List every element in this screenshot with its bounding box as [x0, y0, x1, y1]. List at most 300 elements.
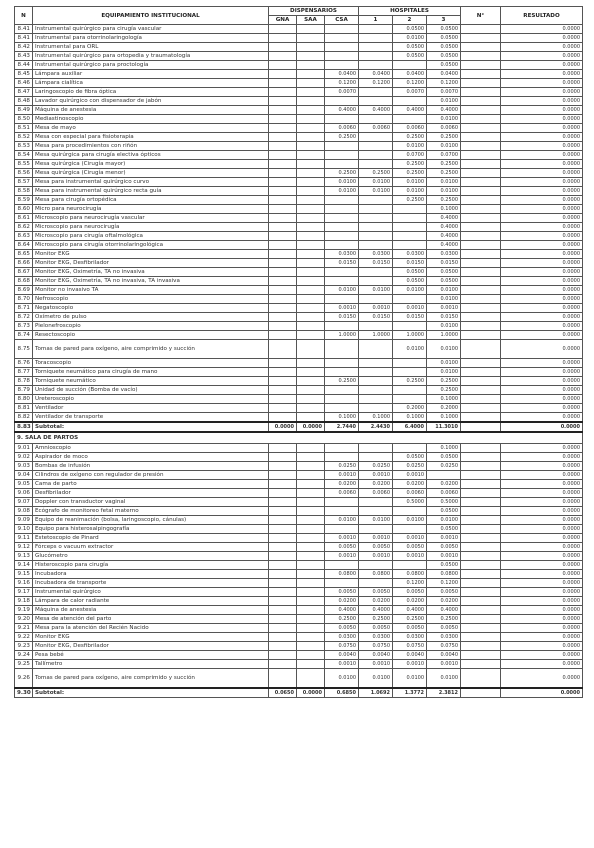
item-value-h3: 0.0070 — [427, 88, 461, 97]
dispensarios-group-header: DISPENSARIOS — [269, 7, 359, 16]
item-result: 0.0000 — [501, 498, 583, 507]
item-value-h1 — [359, 133, 393, 142]
item-value-g — [269, 462, 297, 471]
table-row — [15, 525, 583, 534]
item-n — [461, 313, 501, 322]
item-value-s — [297, 395, 325, 404]
item-result: 0.0000 — [501, 534, 583, 543]
item-result: 0.0000 — [501, 588, 583, 597]
item-value-h2: 0.4000 — [393, 106, 427, 115]
item-n — [461, 169, 501, 178]
table-row — [15, 70, 583, 79]
item-value-c — [325, 196, 359, 205]
item-n — [461, 97, 501, 106]
item-value-g — [269, 359, 297, 368]
item-value-h1: 0.0010 — [359, 534, 393, 543]
item-result: 0.0000 — [501, 570, 583, 579]
item-value-c — [325, 295, 359, 304]
item-value-s: 0.0000 — [297, 688, 325, 698]
item-n — [461, 142, 501, 151]
item-value-g — [269, 160, 297, 169]
item-name: Mesa quirúrgica para cirugía electiva ópticos — [33, 151, 269, 160]
item-value-h3: 0.0100 — [427, 295, 461, 304]
item-result: 0.0000 — [501, 124, 583, 133]
item-n — [461, 286, 501, 295]
item-value-s — [297, 79, 325, 88]
item-name: Equipo de reanimación (bolsa, laringoscopio, cánulas) — [33, 516, 269, 525]
item-value-s — [297, 52, 325, 61]
item-value-h3: 0.0500 — [427, 25, 461, 34]
item-value-g — [269, 232, 297, 241]
item-value-s — [297, 160, 325, 169]
item-value-c: 0.0150 — [325, 313, 359, 322]
item-value-g — [269, 223, 297, 232]
item-value-h1: 0.0010 — [359, 304, 393, 313]
item-value-h1 — [359, 453, 393, 462]
item-result: 0.0000 — [501, 660, 583, 669]
item-name: Subtotal: — [33, 422, 269, 432]
item-value-h2: 0.2500 — [393, 133, 427, 142]
item-value-c — [325, 453, 359, 462]
item-value-g — [269, 304, 297, 313]
table-row — [15, 160, 583, 169]
item-value-h3: 0.4000 — [427, 214, 461, 223]
item-value-s — [297, 377, 325, 386]
item-code: 8.70 — [15, 295, 33, 304]
item-name: Máquina de anestesia — [33, 606, 269, 615]
table-row — [15, 223, 583, 232]
item-name: Pielonefroscopio — [33, 322, 269, 331]
item-value-g — [269, 444, 297, 453]
item-result: 0.0000 — [501, 241, 583, 250]
item-name: Instrumental para otorrinolaringología — [33, 34, 269, 43]
item-value-h1: 0.0060 — [359, 489, 393, 498]
item-code: 8.42 — [15, 43, 33, 52]
item-value-s — [297, 570, 325, 579]
item-value-h3: 0.2500 — [427, 133, 461, 142]
item-code: 9.23 — [15, 642, 33, 651]
item-n — [461, 642, 501, 651]
item-value-s — [297, 462, 325, 471]
item-value-c: 0.6850 — [325, 688, 359, 698]
item-value-h2: 0.0250 — [393, 462, 427, 471]
item-value-c: 0.0060 — [325, 489, 359, 498]
item-code: 8.56 — [15, 169, 33, 178]
item-value-g — [269, 669, 297, 689]
item-value-s — [297, 241, 325, 250]
table-row — [15, 386, 583, 395]
item-value-h1: 0.0150 — [359, 259, 393, 268]
item-value-g — [269, 313, 297, 322]
item-value-h3: 0.0100 — [427, 516, 461, 525]
item-code: 8.51 — [15, 124, 33, 133]
item-n — [461, 516, 501, 525]
table-row — [15, 570, 583, 579]
item-name: Ecógrafo de monitoreo fetal materno — [33, 507, 269, 516]
table-row — [15, 516, 583, 525]
item-code: 9.12 — [15, 543, 33, 552]
item-value-h3: 0.1200 — [427, 579, 461, 588]
item-value-h3: 0.0250 — [427, 462, 461, 471]
item-name: Aspirador de moco — [33, 453, 269, 462]
item-value-h2 — [393, 395, 427, 404]
item-value-h3: 0.0400 — [427, 70, 461, 79]
item-value-h3: 0.0500 — [427, 268, 461, 277]
item-code: 8.54 — [15, 151, 33, 160]
item-value-h1 — [359, 368, 393, 377]
table-row — [15, 268, 583, 277]
item-value-h3: 0.2500 — [427, 386, 461, 395]
item-name: Monitor EKG — [33, 633, 269, 642]
item-code: 8.46 — [15, 79, 33, 88]
item-value-h3: 0.4000 — [427, 223, 461, 232]
item-value-h3: 0.0100 — [427, 359, 461, 368]
item-name: Estetoscopio de Pinard — [33, 534, 269, 543]
item-n — [461, 79, 501, 88]
item-value-c: 0.0300 — [325, 633, 359, 642]
item-code: 8.72 — [15, 313, 33, 322]
col-saa-header: SAA — [297, 16, 325, 25]
item-value-h2: 0.2500 — [393, 160, 427, 169]
item-value-c: 0.0750 — [325, 642, 359, 651]
item-value-h3: 0.0500 — [427, 277, 461, 286]
item-n — [461, 471, 501, 480]
item-result: 0.0000 — [501, 43, 583, 52]
item-value-c: 0.0300 — [325, 250, 359, 259]
item-value-s — [297, 70, 325, 79]
item-value-h2: 0.0500 — [393, 277, 427, 286]
item-value-h2: 0.0010 — [393, 534, 427, 543]
item-value-g — [269, 52, 297, 61]
item-value-s — [297, 106, 325, 115]
item-value-h2 — [393, 561, 427, 570]
item-value-s — [297, 453, 325, 462]
item-name: Incubadora — [33, 570, 269, 579]
item-n — [461, 498, 501, 507]
item-value-c — [325, 151, 359, 160]
item-value-g — [269, 250, 297, 259]
item-value-c — [325, 43, 359, 52]
item-n — [461, 359, 501, 368]
item-value-h3: 0.2500 — [427, 169, 461, 178]
item-value-h1 — [359, 97, 393, 106]
item-n — [461, 597, 501, 606]
item-value-s — [297, 340, 325, 359]
item-value-g — [269, 624, 297, 633]
item-value-s — [297, 286, 325, 295]
item-code: 8.45 — [15, 70, 33, 79]
item-value-h1 — [359, 52, 393, 61]
table-row — [15, 331, 583, 340]
item-value-s — [297, 413, 325, 423]
item-value-s — [297, 552, 325, 561]
item-value-s: 0.0000 — [297, 422, 325, 432]
item-code: 8.65 — [15, 250, 33, 259]
item-value-s — [297, 615, 325, 624]
item-code: 8.80 — [15, 395, 33, 404]
item-name: Incubadora de transporte — [33, 579, 269, 588]
item-code: 8.49 — [15, 106, 33, 115]
item-value-h1: 1.0692 — [359, 688, 393, 698]
item-n — [461, 404, 501, 413]
item-value-h2: 0.1200 — [393, 79, 427, 88]
item-value-c — [325, 498, 359, 507]
table-row — [15, 295, 583, 304]
item-code: 8.58 — [15, 187, 33, 196]
item-value-h1: 0.0150 — [359, 313, 393, 322]
item-value-c: 0.1200 — [325, 79, 359, 88]
item-value-s — [297, 359, 325, 368]
item-n — [461, 160, 501, 169]
table-row — [15, 322, 583, 331]
item-value-s — [297, 669, 325, 689]
item-value-s — [297, 489, 325, 498]
item-result: 0.0000 — [501, 480, 583, 489]
item-name: Histeroscopio para cirugía — [33, 561, 269, 570]
item-value-g — [269, 498, 297, 507]
item-value-s — [297, 543, 325, 552]
item-name: Ventilador — [33, 404, 269, 413]
item-value-s — [297, 304, 325, 313]
item-value-g — [269, 570, 297, 579]
item-result: 0.0000 — [501, 88, 583, 97]
item-code: 8.81 — [15, 404, 33, 413]
item-value-h3: 0.0300 — [427, 250, 461, 259]
table-row — [15, 142, 583, 151]
item-value-c: 0.0010 — [325, 552, 359, 561]
item-value-h2 — [393, 525, 427, 534]
table-row — [15, 462, 583, 471]
item-value-h2: 0.0010 — [393, 471, 427, 480]
item-n — [461, 331, 501, 340]
item-name: Instrumental quirúrgico — [33, 588, 269, 597]
table-row — [15, 624, 583, 633]
item-value-g — [269, 241, 297, 250]
item-value-c: 0.0100 — [325, 286, 359, 295]
item-n — [461, 241, 501, 250]
item-value-h2 — [393, 61, 427, 70]
item-name: Pesa bebé — [33, 651, 269, 660]
item-value-c — [325, 142, 359, 151]
item-result: 0.0000 — [501, 268, 583, 277]
item-value-h3: 0.0060 — [427, 124, 461, 133]
item-value-s — [297, 43, 325, 52]
item-result: 0.0000 — [501, 223, 583, 232]
item-value-c: 0.2500 — [325, 169, 359, 178]
item-result: 0.0000 — [501, 322, 583, 331]
item-n — [461, 561, 501, 570]
item-name: Monitor EKG, Oximetría, TA no invasiva, TA invasiva — [33, 277, 269, 286]
item-value-g — [269, 169, 297, 178]
item-value-h1: 0.0800 — [359, 570, 393, 579]
item-value-g — [269, 368, 297, 377]
item-n — [461, 413, 501, 423]
item-name: Monitor EKG — [33, 250, 269, 259]
item-n — [461, 606, 501, 615]
item-value-h1 — [359, 232, 393, 241]
item-value-h3: 0.0050 — [427, 543, 461, 552]
item-value-g — [269, 404, 297, 413]
item-n — [461, 232, 501, 241]
item-name: Doppler con transductor vaginal — [33, 498, 269, 507]
item-value-h3: 0.0100 — [427, 340, 461, 359]
item-n — [461, 395, 501, 404]
item-value-h3: 0.0150 — [427, 259, 461, 268]
table-row — [15, 507, 583, 516]
item-value-h1 — [359, 214, 393, 223]
item-value-h2 — [393, 214, 427, 223]
item-value-c — [325, 232, 359, 241]
item-code: 9.21 — [15, 624, 33, 633]
item-result: 0.0000 — [501, 471, 583, 480]
item-n — [461, 61, 501, 70]
table-row — [15, 543, 583, 552]
item-value-h1 — [359, 395, 393, 404]
item-result: 0.0000 — [501, 516, 583, 525]
item-value-h1: 0.0010 — [359, 660, 393, 669]
item-value-g — [269, 489, 297, 498]
item-value-g: 0.0000 — [269, 422, 297, 432]
item-result: 0.0000 — [501, 214, 583, 223]
item-value-g: 0.0650 — [269, 688, 297, 698]
item-value-h3: 0.0100 — [427, 178, 461, 187]
item-value-h2 — [393, 507, 427, 516]
item-n — [461, 444, 501, 453]
item-name: Instrumental quirúrgico para ortopedia y traumatología — [33, 52, 269, 61]
item-value-s — [297, 480, 325, 489]
item-value-g — [269, 633, 297, 642]
item-value-h1 — [359, 142, 393, 151]
table-row — [15, 106, 583, 115]
item-value-s — [297, 404, 325, 413]
item-code: 8.76 — [15, 359, 33, 368]
item-value-h1 — [359, 444, 393, 453]
item-value-h1 — [359, 507, 393, 516]
item-value-g — [269, 480, 297, 489]
subtotal-row — [15, 688, 583, 698]
item-name: Mesa para procedimientos con riñón — [33, 142, 269, 151]
item-result: 0.0000 — [501, 331, 583, 340]
item-code: 9.13 — [15, 552, 33, 561]
item-result: 0.0000 — [501, 444, 583, 453]
item-name: Monitor EKG, Desfibrilador — [33, 642, 269, 651]
table-row — [15, 489, 583, 498]
item-value-h3: 0.0100 — [427, 669, 461, 689]
item-value-g — [269, 561, 297, 570]
item-value-c — [325, 52, 359, 61]
item-value-h1: 0.0050 — [359, 624, 393, 633]
item-value-s — [297, 606, 325, 615]
item-value-h2: 0.0100 — [393, 516, 427, 525]
item-value-h1 — [359, 25, 393, 34]
item-value-h3: 0.0500 — [427, 52, 461, 61]
item-value-c: 0.2500 — [325, 377, 359, 386]
item-code: 9.08 — [15, 507, 33, 516]
item-value-c: 0.0100 — [325, 669, 359, 689]
item-value-h3: 0.0060 — [427, 489, 461, 498]
item-value-g — [269, 124, 297, 133]
item-code: 9.14 — [15, 561, 33, 570]
item-name: Mesa quirúrgica (Cirugía mayor) — [33, 160, 269, 169]
item-result: 0.0000 — [501, 507, 583, 516]
item-name: Nefroscopio — [33, 295, 269, 304]
item-value-h3: 0.5000 — [427, 498, 461, 507]
table-row — [15, 588, 583, 597]
item-code: 9.16 — [15, 579, 33, 588]
item-value-h2: 1.0000 — [393, 331, 427, 340]
item-value-h2: 0.0500 — [393, 43, 427, 52]
table-row — [15, 151, 583, 160]
item-result: 0.0000 — [501, 259, 583, 268]
item-value-g — [269, 525, 297, 534]
item-result: 0.0000 — [501, 34, 583, 43]
item-value-h2: 0.0050 — [393, 543, 427, 552]
item-code: 8.63 — [15, 232, 33, 241]
item-n — [461, 552, 501, 561]
item-value-g — [269, 25, 297, 34]
item-value-g — [269, 340, 297, 359]
item-value-h2: 0.2500 — [393, 615, 427, 624]
item-code: 8.79 — [15, 386, 33, 395]
item-result: 0.0000 — [501, 25, 583, 34]
item-value-h3: 0.0010 — [427, 304, 461, 313]
item-result: 0.0000 — [501, 606, 583, 615]
item-value-h2: 0.0500 — [393, 52, 427, 61]
item-n — [461, 660, 501, 669]
item-value-s — [297, 124, 325, 133]
item-value-c: 0.0400 — [325, 70, 359, 79]
item-result: 0.0000 — [501, 187, 583, 196]
item-value-c: 0.2500 — [325, 615, 359, 624]
item-value-g — [269, 642, 297, 651]
item-value-s — [297, 259, 325, 268]
item-result: 0.0000 — [501, 561, 583, 570]
item-value-s — [297, 97, 325, 106]
table-row — [15, 606, 583, 615]
item-value-g — [269, 395, 297, 404]
item-value-s — [297, 597, 325, 606]
item-value-h2: 0.1200 — [393, 579, 427, 588]
table-row — [15, 277, 583, 286]
item-value-c: 0.0010 — [325, 471, 359, 480]
item-result: 0.0000 — [501, 489, 583, 498]
item-value-h3: 0.0100 — [427, 322, 461, 331]
item-value-c — [325, 277, 359, 286]
item-code: 8.68 — [15, 277, 33, 286]
item-name: Monitor no invasivo TA — [33, 286, 269, 295]
table-row — [15, 250, 583, 259]
table-row — [15, 404, 583, 413]
item-code: 9.04 — [15, 471, 33, 480]
item-n — [461, 624, 501, 633]
item-name: Laringoscopio de fibra óptica — [33, 88, 269, 97]
item-result: 0.0000 — [501, 133, 583, 142]
item-value-h3: 0.0150 — [427, 313, 461, 322]
item-n — [461, 196, 501, 205]
item-name: Mesa quirúrgica (Cirugía menor) — [33, 169, 269, 178]
item-code: 9.10 — [15, 525, 33, 534]
item-code: 8.66 — [15, 259, 33, 268]
item-result: 0.0000 — [501, 97, 583, 106]
table-row — [15, 133, 583, 142]
item-code: 8.47 — [15, 88, 33, 97]
item-value-s — [297, 133, 325, 142]
item-value-h2 — [393, 322, 427, 331]
table-row — [15, 368, 583, 377]
item-n — [461, 268, 501, 277]
item-value-h1: 0.0100 — [359, 178, 393, 187]
item-value-h1: 0.0250 — [359, 462, 393, 471]
